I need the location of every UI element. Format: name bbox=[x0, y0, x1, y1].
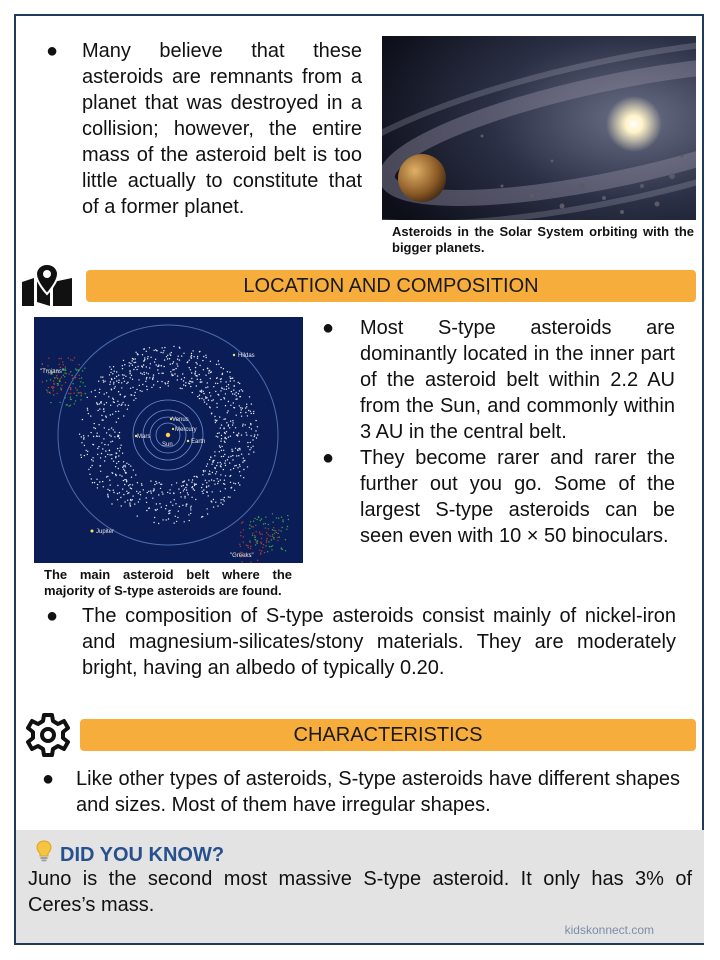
label-greeks: "Greeks" bbox=[230, 553, 254, 559]
label-trojans: "Trojans" bbox=[40, 369, 65, 375]
bullet-marker: ● bbox=[42, 768, 55, 790]
belt-image-caption: The main asteroid belt where the majority of S-type asteroids are found. bbox=[44, 567, 292, 598]
gear-icon bbox=[24, 711, 72, 759]
lightbulb-icon bbox=[36, 840, 52, 869]
bullet-marker: ● bbox=[46, 605, 59, 627]
did-you-know-box bbox=[16, 830, 704, 943]
characteristics-text: Like other types of asteroids, S-type asteroids have different shapes and sizes. Most of them have irregular shapes. bbox=[76, 768, 680, 816]
characteristics-bullet bbox=[14, 766, 680, 818]
bullet-marker: ● bbox=[322, 317, 335, 339]
composition-text: The composition of S-type asteroids consist mainly of nickel-iron and magnesium-silicates/stony materials. They are moderately bright, having an albedo of typically 0.20. bbox=[82, 605, 676, 679]
location-bullet-1-text: Most S-type asteroids are dominantly located in the inner part of the asteroid belt within 2.2 AU from the Sun, and commonly within 3 AU in the central belt. bbox=[360, 317, 675, 443]
location-heading: LOCATION AND COMPOSITION bbox=[86, 270, 696, 302]
location-bullet-1 bbox=[294, 315, 679, 445]
map-pin-icon bbox=[20, 262, 74, 308]
label-hildas: Hildas bbox=[238, 353, 255, 359]
label-sun: Sun bbox=[162, 442, 173, 448]
bullet-marker: ● bbox=[322, 447, 335, 469]
asteroid-belt-diagram bbox=[34, 317, 303, 563]
did-you-know-text: Juno is the second most massive S-type asteroid. It only has 3% of Ceres’s mass. bbox=[28, 868, 692, 916]
asteroids-solar-system-image bbox=[382, 36, 696, 220]
label-mars: Mars bbox=[137, 434, 151, 440]
label-jupiter: Jupiter bbox=[96, 529, 115, 535]
label-mercury: Mercury bbox=[175, 427, 197, 433]
composition-bullet bbox=[18, 603, 678, 681]
location-bullet-2 bbox=[294, 445, 679, 549]
did-you-know-title: DID YOU KNOW? bbox=[60, 843, 225, 866]
intro-text: Many believe that these asteroids are remnants from a planet that was destroyed in a collision; however, the entire mass of the asteroid belt is too little actually to constitute that of a former planet. bbox=[82, 40, 362, 218]
characteristics-heading: CHARACTERISTICS bbox=[80, 719, 696, 751]
watermark: kidskonnect.com bbox=[564, 923, 654, 937]
location-bullet-2-text: They become rarer and rarer the further out you go. Some of the largest S-type asteroids can be seen even with 10 × 50 binoculars. bbox=[360, 447, 675, 547]
label-earth: Earth bbox=[191, 439, 206, 445]
bullet-marker: ● bbox=[46, 40, 59, 62]
label-venus: Venus bbox=[172, 417, 189, 423]
intro-image-caption: Asteroids in the Solar System orbiting with the bigger planets. bbox=[392, 224, 694, 255]
intro-bullet bbox=[18, 38, 368, 220]
did-you-know-title-row bbox=[36, 840, 224, 869]
